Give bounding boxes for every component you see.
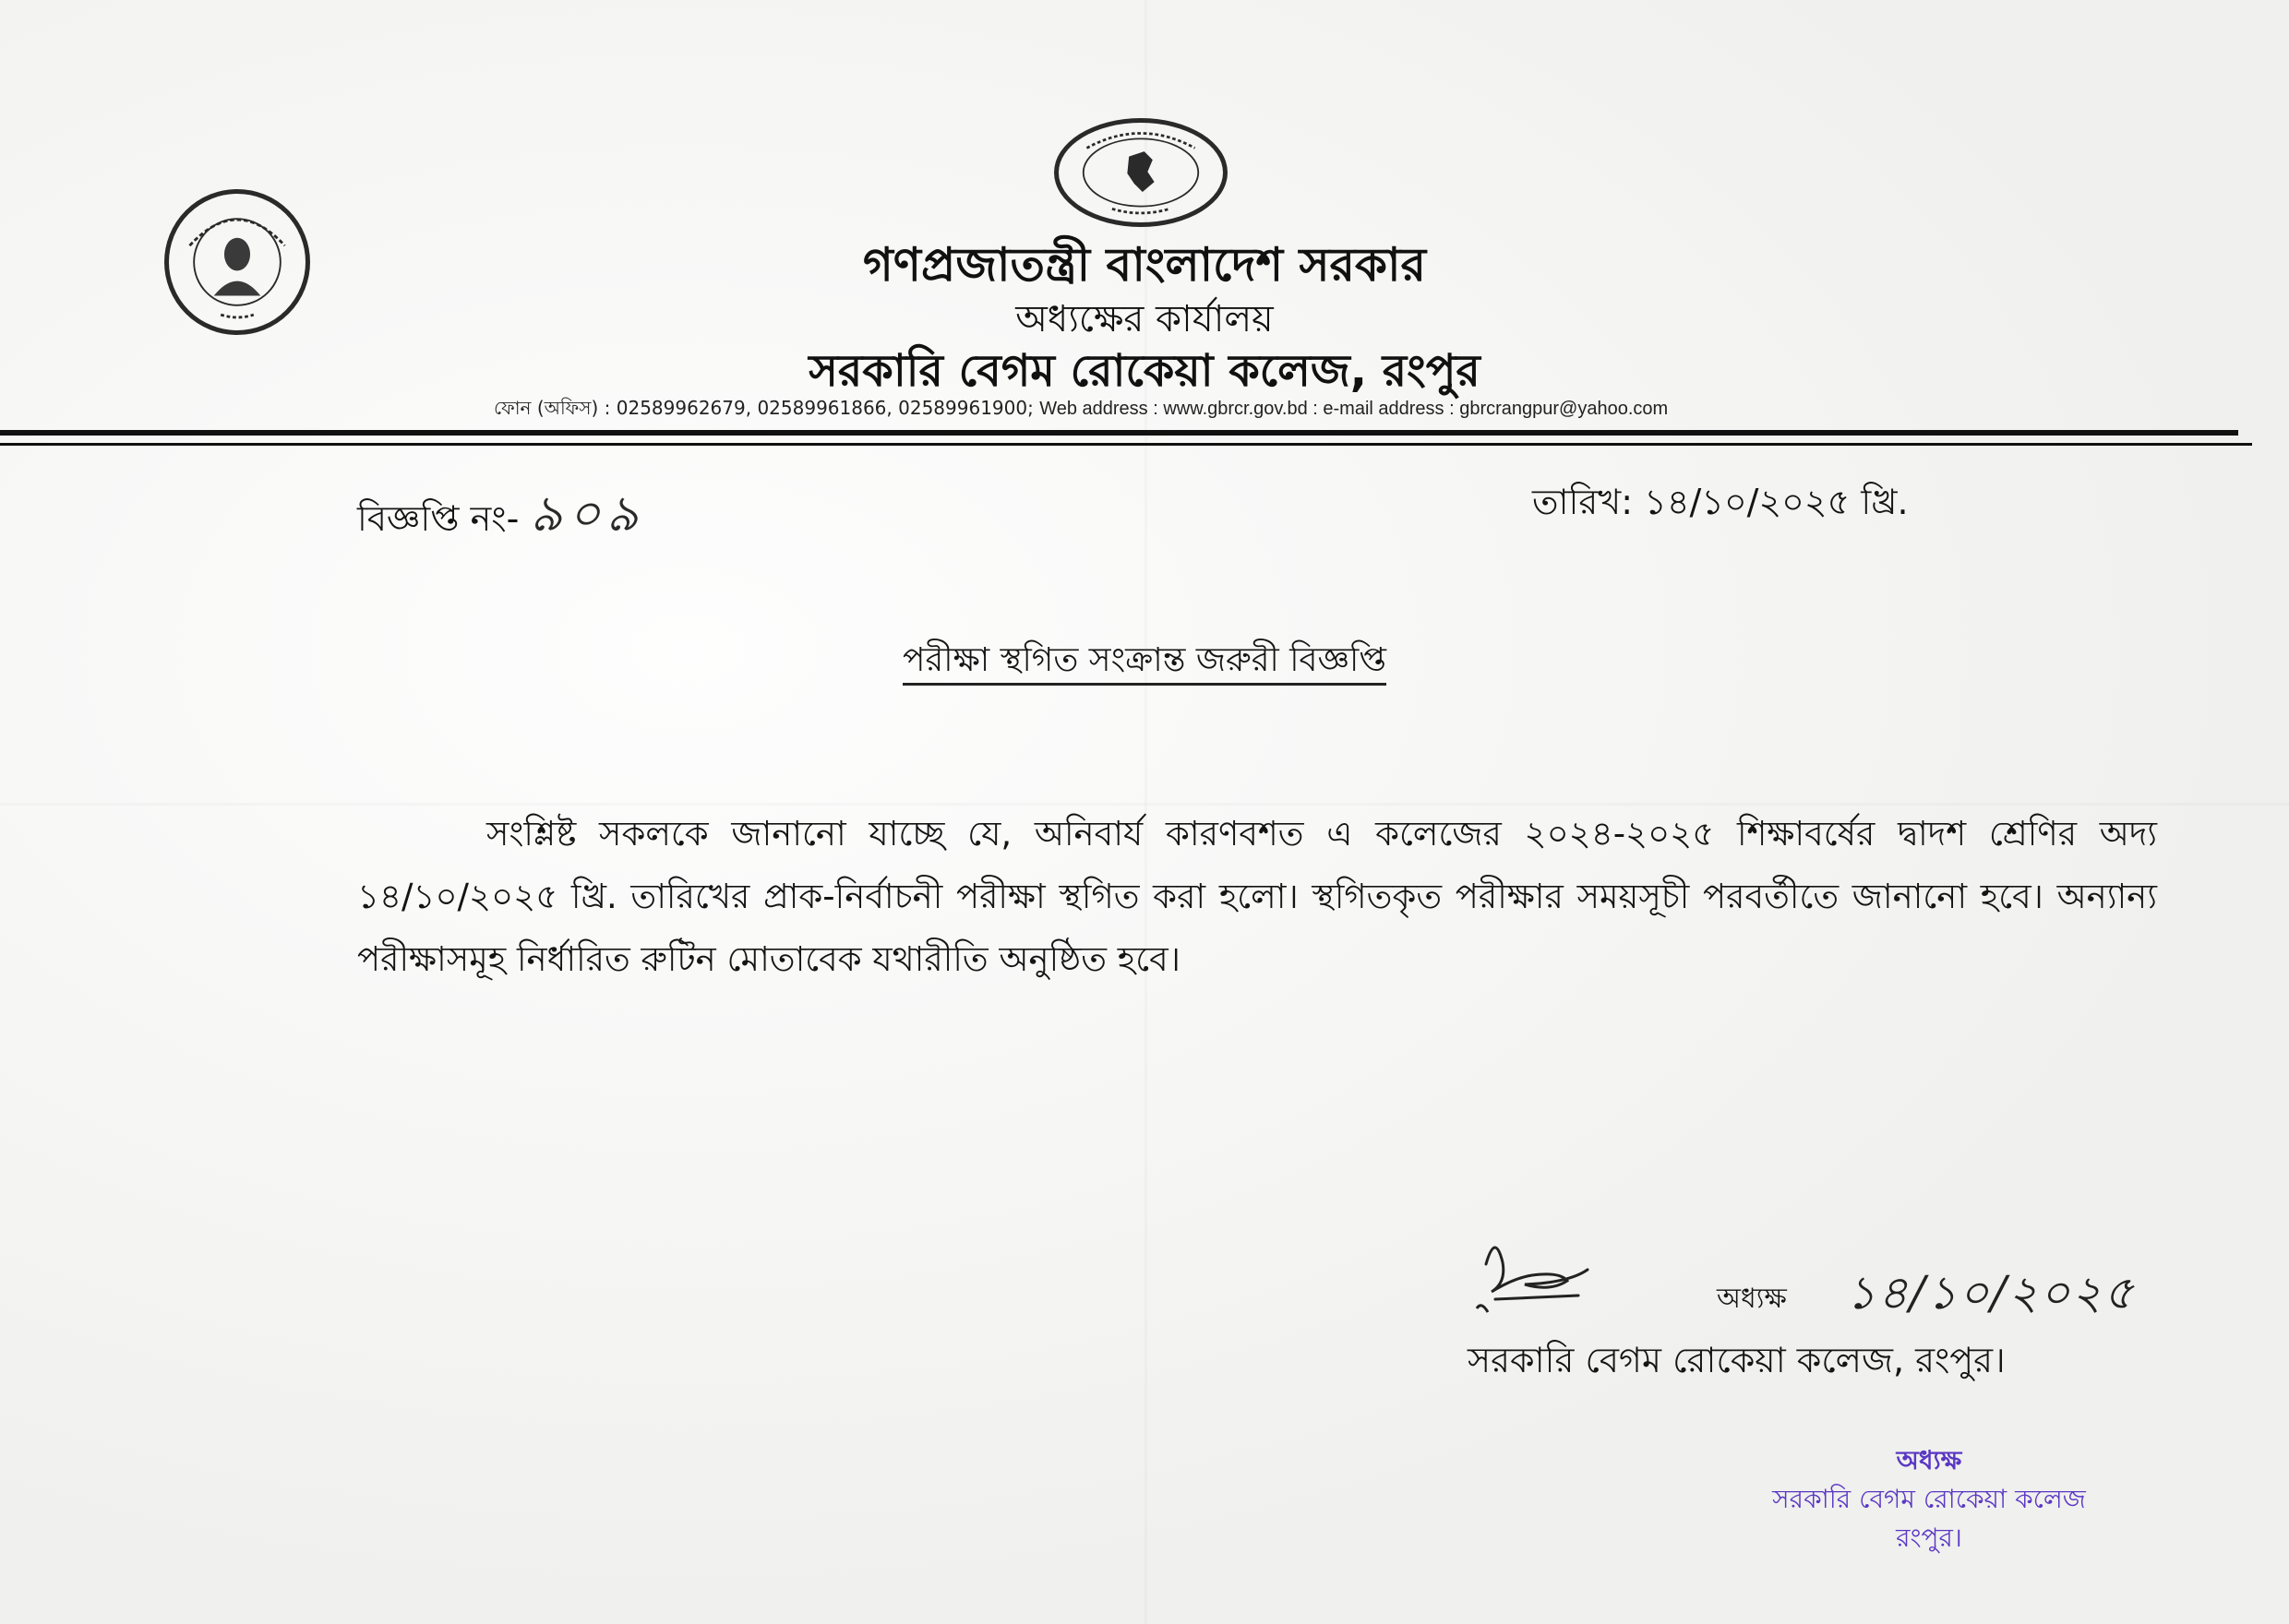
notice-date-row: [1532, 475, 1909, 534]
stamp-city: রংপুর।: [1896, 1522, 1962, 1553]
notice-number-row: [357, 475, 644, 558]
contact-line: [494, 395, 1668, 425]
contact-phone: ফোন (অফিস) : 02589962679, 02589961866, 02589961900;: [494, 397, 1034, 419]
notice-number-label: বিজ্ঞপ্তি নং-: [357, 498, 520, 539]
stamp-college: সরকারি বেগম রোকেয়া কলেজ: [1772, 1484, 2086, 1514]
notice-body: সংশ্লিষ্ট সকলকে জানানো যাচ্ছে যে, অনিবার্য কারণবশত এ কলেজের ২০২৪-২০২৫ শিক্ষাবর্ষের দ্বাদশ শ্রেণির অদ্য ১৪/১০/২০২৫ খ্রি. তারিখের প্রাক-নির্বাচনী পরীক্ষা স্থগিত করা হলো। স্থগিতকৃত পরীক্ষার সময়সূচী পরবর্তীতে জানানো হবে। অন্যান্য পরীক্ষাসমূহ নির্ধারিত রুটিন মোতাবেক যথারীতি অনুষ্ঠিত হবে।: [357, 814, 2157, 979]
government-seal-emblem-icon: [1059, 123, 1223, 222]
signatory-designation: অধ্যক্ষ: [1717, 1283, 1787, 1315]
signatory-college: সরকারি বেগম রোকেয়া কলেজ, রংপুর।: [1468, 1340, 2006, 1380]
notice-title: [0, 635, 2289, 690]
notice-date-value: ১৪/১০/২০২৫ খ্রি.: [1644, 482, 1909, 522]
signature-date: ১৪/১০/২০২৫: [1846, 1266, 2136, 1320]
stamp-designation: অধ্যক্ষ: [1896, 1445, 1962, 1475]
office-title: অধ্যক্ষের কার্যালয়: [1015, 298, 1274, 340]
notice-title-text: পরীক্ষা স্থগিত সংক্রান্ত জরুরী বিজ্ঞপ্তি: [903, 641, 1386, 686]
header-rule-thick: [0, 430, 2238, 436]
government-title: গণপ্রজাতন্ত্রী বাংলাদেশ সরকার: [863, 238, 1426, 292]
contact-web-email: Web address : www.gbrcr.gov.bd : e-mail address : gbrcrangpur@yahoo.com: [1039, 399, 1669, 419]
notice-number-value: ৯০৯: [530, 484, 644, 543]
government-seal: [1054, 118, 1228, 227]
header-rule-thin: [0, 443, 2252, 446]
official-stamp: [1569, 1441, 2289, 1558]
notice-date-label: তারিখ:: [1532, 482, 1634, 522]
college-title: সরকারি বেগম রোকেয়া কলেজ, রংপুর: [809, 345, 1480, 397]
